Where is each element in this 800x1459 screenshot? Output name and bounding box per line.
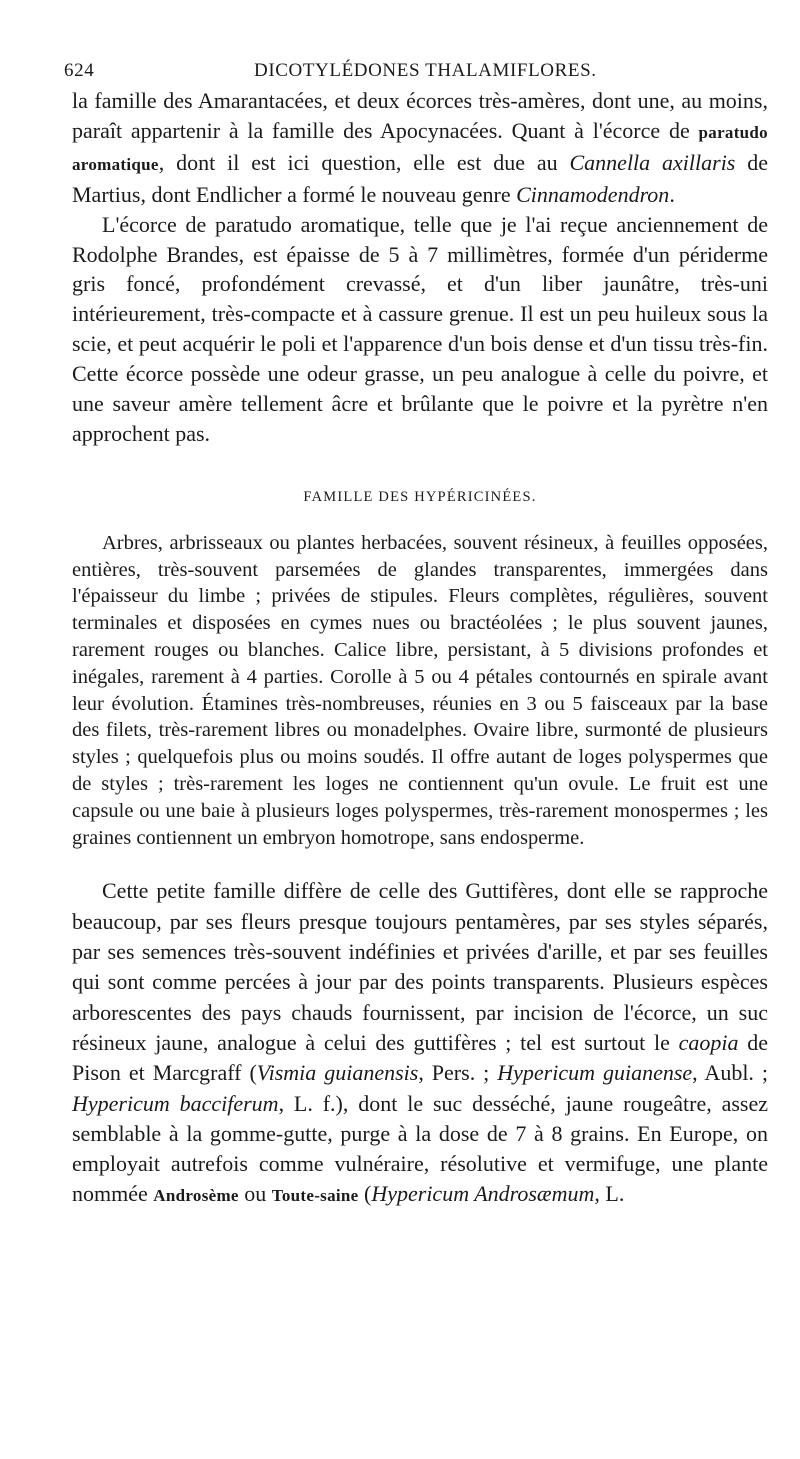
species-name: Cannella axillaris: [569, 149, 736, 175]
species-name: caopia: [678, 1029, 739, 1055]
paragraph-paratudo: L'écorce de paratudo aromatique, telle que je l'ai reçue anciennement de Rodolphe Brandes, est épaisse de 5 à 7 millimètres, formée d'un périderme gris foncé, profondément crevassé, et d'un liber jaunâtre, très-uni intérieurement, très-compacte et à cassure grenue. Il est un peu huileux sous la scie, et peut acquérir le poli et l'apparence d'un bois dense et d'un tissu très-fin. Cette écorce possède une odeur grasse, un peu analogue à celle du poivre, et une saveur amère tellement âcre et brûlante que le poivre et la pyrètre n'en approchent pas.: [72, 211, 768, 446]
bold-term: Androsème: [153, 1186, 239, 1206]
text-run: , L. f.), dont le suc desséché, jaune rougeâtre, assez semblable à la gomme-gutte, purge à la dose de 7 à 8 grains. En Europe, on employait autrefois comme vulnéraire, résolutive et vermifuge, une plante nommée: [72, 1090, 768, 1207]
book-page: [64, 52, 769, 1212]
text-run: , dont il est ici question, elle est due au: [158, 149, 570, 175]
species-name: Hypericum Androsæmum: [371, 1181, 595, 1207]
species-name: Vismia guianensis: [256, 1060, 419, 1086]
text-run: de Martius, dont Endlicher a formé le nouveau genre: [72, 149, 769, 207]
running-title: DICOTYLÉDONES THALAMIFLORES.: [254, 60, 597, 81]
text-run: Cette petite famille diffère de celle des Guttifères, dont elle se rapproche beaucoup, par ses fleurs presque toujours pentamères, par ses styles séparés, par ses semences très-souvent indéfinies et privées d'arille, et par ses feuilles qui sont comme percées à jour par des points transparents. Plusieurs espèces arborescentes des pays chauds fournissent, par incision de l'écorce, un suc résineux jaune, analogue à celui des guttifères ; tel est surtout le: [72, 878, 768, 1055]
species-name: Hypericum bacciferum: [72, 1090, 279, 1116]
text-run: (: [358, 1181, 372, 1207]
bold-term: paratudo aromatique: [72, 122, 768, 174]
text-run: .: [669, 181, 675, 207]
genus-name: Cinnamodendron: [516, 181, 670, 207]
page-number: 624: [64, 60, 95, 81]
text-run: , Pers. ;: [418, 1060, 498, 1086]
paragraph-continuation: [72, 86, 768, 210]
species-name: Hypericum guianense: [497, 1060, 693, 1086]
bold-term: Toute-saine: [271, 1186, 359, 1206]
text-run: de Pison et Marcgraff (: [72, 1029, 769, 1086]
section-heading: FAMILLE DES HYPÉRICINÉES.: [303, 488, 537, 505]
text-run: , Aubl. ;: [692, 1060, 769, 1086]
paragraph-comparison: [72, 876, 768, 1211]
family-description: Arbres, arbrisseaux ou plantes herbacées, souvent résineux, à feuilles opposées, entières, très-souvent parsemées de glandes transparentes, immergées dans l'épaisseur du limbe ; privées de stipules. Fleurs complètes, régulières, souvent terminales et disposées en cymes nues ou bractéolées ; le plus souvent jaunes, rarement rouges ou blanches. Calice libre, persistant, à 5 divisions profondes et inégales, rarement à 4 parties. Corolle à 5 ou 4 pétales contournés en spirale avant leur évolution. Étamines très-nombreuses, réunies en 3 ou 5 faisceaux par la base des filets, très-rarement libres ou monadelphes. Ovaire libre, surmonté de plusieurs styles ; quelquefois plus ou moins soudés. Il offre autant de loges polyspermes que de styles ; très-rarement les loges ne contiennent qu'un ovule. Le fruit est une capsule ou une baie à plusieurs loges polyspermes, très-rarement monospermes ; les graines contiennent un embryon homotrope, sans endosperme.: [72, 531, 768, 849]
text-run: la famille des Amarantacées, et deux écorces très-amères, dont une, au moins, paraît appartenir à la famille des Apocynacées. Quant à l'écorce de: [72, 88, 768, 143]
page-header: [64, 52, 768, 86]
text-run: ou: [238, 1181, 272, 1207]
text-run: , L.: [594, 1181, 625, 1207]
